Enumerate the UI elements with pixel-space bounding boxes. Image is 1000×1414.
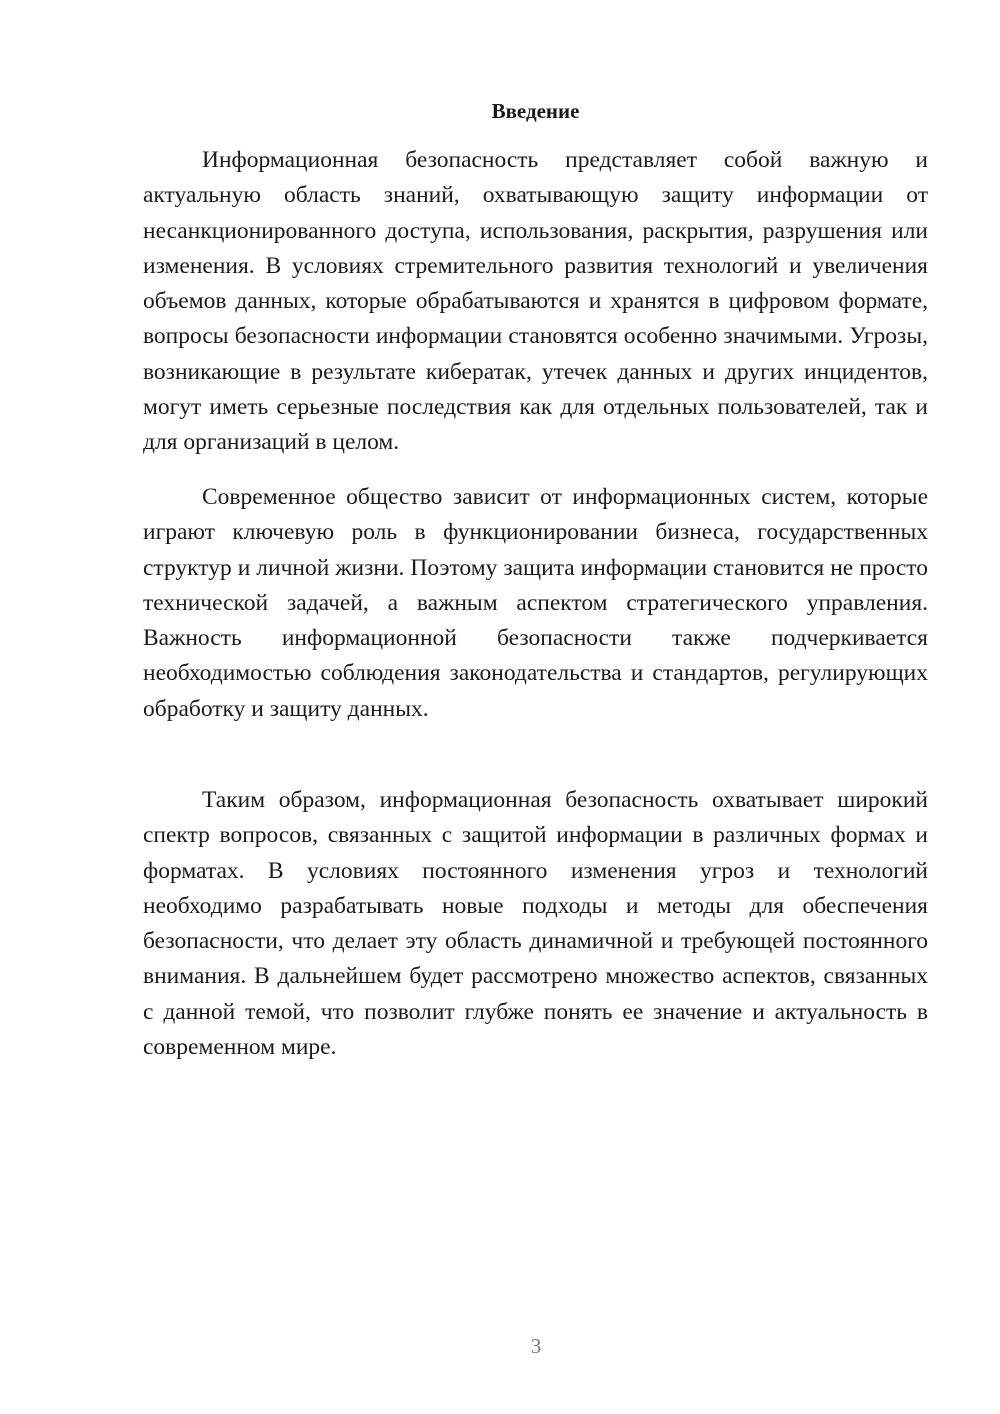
paragraph-1: Информационная безопасность представляет собой важную и актуальную область знаний, охватывающую защиту информации от несанкционированного доступа, использования, раскрытия, разрушения или изменения. В условиях стремительного развития технологий и увеличения объемов данных, которые обрабатываются и хранятся в цифровом формате, вопросы безопасности информации становятся особенно значимыми. Угрозы, возникающие в результате кибератак, утечек данных и других инцидентов, могут иметь серьезные последствия как для отдельных пользователей, так и для организаций в целом. [143,147,928,456]
paragraph-3: Таким образом, информационная безопасность охватывает широкий спектр вопросов, связанных с защитой информации в различных формах и форматах. В условиях постоянного изменения угроз и технологий необходимо разрабатывать новые подходы и методы для обеспечения безопасности, что делает эту область динамичной и требующей постоянного внимания. В дальнейшем будет рассмотрено множество аспектов, связанных с данной темой, что позволит глубже понять ее значение и актуальность в современном мире. [143,787,928,1061]
paragraph-2: Современное общество зависит от информационных систем, которые играют ключевую роль в функционировании бизнеса, государственных структур и личной жизни. Поэтому защита информации становится не просто технической задачей, а важным аспектом стратегического управления. Важность информационной безопасности также подчеркивается необходимостью соблюдения законодательства и стандартов, регулирующих обработку и защиту данных. [143,484,928,722]
page-number: 3 [530,1334,542,1358]
page-title: Введение [491,99,580,123]
